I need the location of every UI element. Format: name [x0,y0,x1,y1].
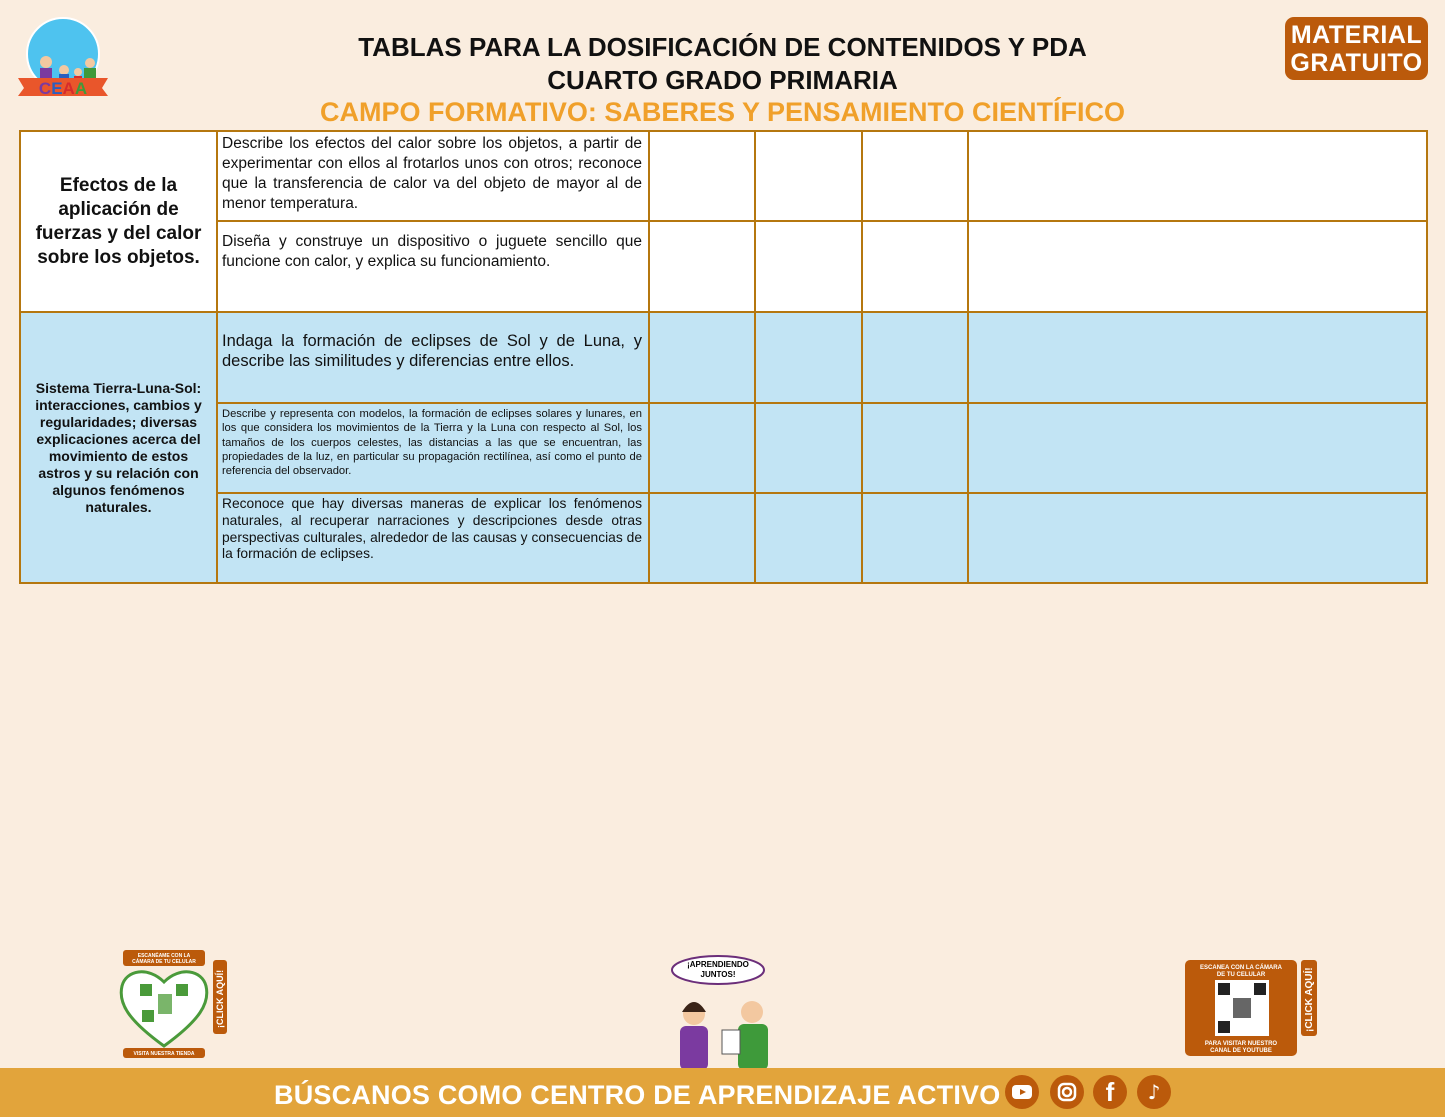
planning-cell[interactable] [755,131,862,221]
facebook-icon[interactable]: f [1093,1075,1127,1109]
planning-cell[interactable] [649,221,755,312]
svg-text:PARA VISITAR NUESTRO: PARA VISITAR NUESTRO [1204,1041,1278,1047]
planning-cell[interactable] [755,312,862,403]
planning-cell[interactable] [649,493,755,583]
tiktok-icon[interactable]: ♪ [1137,1075,1171,1109]
planning-cell[interactable] [649,403,755,493]
notes-cell[interactable] [968,312,1427,403]
store-qr-link[interactable] [118,948,233,1060]
notes-cell[interactable] [968,493,1427,583]
pda-cell: Diseña y construye un dispositivo o juguete sencillo que funcione con calor, y explica su funcionamiento. [217,221,649,312]
table-row [20,131,1427,221]
table-row [20,312,1427,403]
table-row [20,221,1427,312]
pda-cell: Describe los efectos del calor sobre los objetos, a partir de experimentar con ellos al frotarlos unos con otros; reconoce que la transferencia de calor va del objeto de mayor al de menor temperatura. [217,131,649,221]
planning-cell[interactable] [862,221,968,312]
svg-text:¡CLICK AQUÍ!: ¡CLICK AQUÍ! [1304,967,1315,1032]
page-title: TABLAS PARA LA DOSIFICACIÓN DE CONTENIDOS Y PDA [358,32,1087,62]
instagram-icon[interactable] [1050,1075,1084,1109]
planning-cell[interactable] [755,493,862,583]
youtube-qr-link[interactable] [1185,958,1325,1058]
badge-line2: GRATUITO [1290,49,1423,77]
planning-cell[interactable] [862,131,968,221]
planning-cell[interactable] [862,312,968,403]
svg-text:DE TU CELULAR: DE TU CELULAR [1216,972,1266,978]
pda-cell: Reconoce que hay diversas maneras de explicar los fenómenos naturales, al recuperar narraciones y descripciones desde otras perspectivas culturales, alrededor de las causas y consecuencias de la formación de eclipses. [217,493,649,583]
planning-cell[interactable] [755,221,862,312]
svg-text:¡CLICK AQUÍ!: ¡CLICK AQUÍ! [215,969,225,1028]
svg-text:ESCANEA CON LA CÁMARA: ESCANEA CON LA CÁMARA [1200,965,1282,971]
svg-text:CÁMARA DE TU CELULAR: CÁMARA DE TU CELULAR [132,959,196,965]
campo-formativo-subtitle: CAMPO FORMATIVO: SABERES Y PENSAMIENTO CIENTÍFICO [319,97,1126,127]
table-row [20,403,1427,493]
pda-cell: Describe y representa con modelos, la formación de eclipses solares y lunares, en los que considera los movimientos de la Tierra y la Luna con respecto al Sol, los tamaños de los cuerpos celestes, las distancias a las que se encuentran, las propiedades de la luz, en particular su propagación rectilínea, así como el punto de referencia del observador. [217,403,649,493]
planning-cell[interactable] [755,403,862,493]
svg-text:¡APRENDIENDO: ¡APRENDIENDO [687,960,749,969]
planning-cell[interactable] [862,493,968,583]
youtube-icon[interactable] [1005,1075,1039,1109]
svg-text:CEAA: CEAA [38,79,88,98]
notes-cell[interactable] [968,221,1427,312]
mascot-illustration [664,952,784,1070]
svg-text:JUNTOS!: JUNTOS! [700,970,736,979]
svg-text:VISITA NUESTRA TIENDA: VISITA NUESTRA TIENDA [133,1051,195,1057]
svg-text:CANAL DE YOUTUBE: CANAL DE YOUTUBE [1210,1048,1272,1054]
planning-cell[interactable] [649,312,755,403]
dosificacion-table [19,130,1428,584]
free-material-badge [1285,17,1428,80]
footer-text: BÚSCANOS COMO CENTRO DE APRENDIZAJE ACTIVO [274,1080,1001,1110]
planning-cell[interactable] [862,403,968,493]
table-row [20,493,1427,583]
pda-cell: Indaga la formación de eclipses de Sol y de Luna, y describe las similitudes y diferencias entre ellos. [217,312,649,403]
svg-text:ESCANÉAME CON LA: ESCANÉAME CON LA [137,953,191,959]
grade-title: CUARTO GRADO PRIMARIA [547,65,898,95]
notes-cell[interactable] [968,403,1427,493]
badge-line1: MATERIAL [1290,21,1423,49]
notes-cell[interactable] [968,131,1427,221]
topic-cell: Sistema Tierra-Luna-Sol: interacciones, cambios y regularidades; diversas explicaciones acerca del movimiento de estos astros y su relación con algunos fenómenos naturales. [20,312,217,583]
planning-cell[interactable] [649,131,755,221]
topic-cell: Efectos de la aplicación de fuerzas y del calor sobre los objetos. [20,131,217,312]
